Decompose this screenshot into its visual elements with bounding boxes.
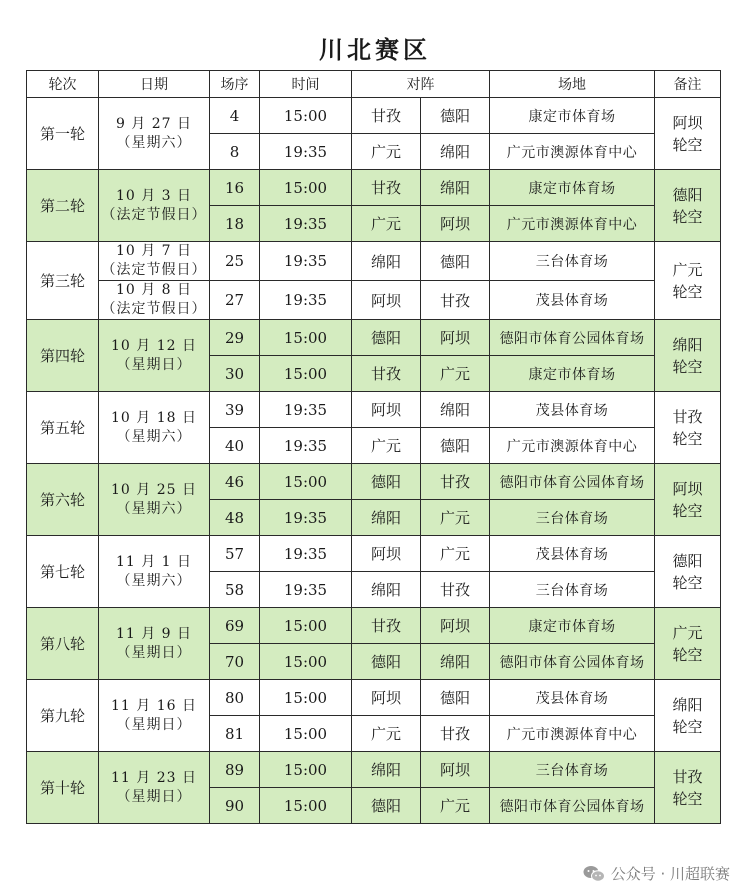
- table-row: [27, 281, 721, 320]
- date-cell-line: （星期日）: [116, 716, 192, 733]
- time-cell: 15:00: [260, 356, 352, 392]
- note-cell-line: 阿坝: [672, 113, 703, 132]
- match-no-cell: 48: [210, 500, 260, 536]
- match-no-cell: 80: [210, 680, 260, 716]
- home-team-cell: 绵阳: [352, 242, 421, 281]
- table-row: [27, 608, 721, 644]
- date-cell: [99, 752, 210, 824]
- date-cell: [99, 320, 210, 392]
- time-cell: 19:35: [260, 572, 352, 608]
- away-team-cell: 广元: [421, 356, 490, 392]
- date-cell-line: （星期六）: [116, 500, 192, 517]
- venue-cell: [490, 98, 655, 134]
- venue-text: 广元市澳源体育中心: [506, 726, 638, 743]
- wechat-icon: [583, 865, 605, 883]
- venue-text: 德阳市体育公园体育场: [499, 798, 645, 815]
- match-no-cell: 70: [210, 644, 260, 680]
- match-no-cell: 40: [210, 428, 260, 464]
- date-cell-line: （法定节假日）: [101, 301, 207, 317]
- match-no-cell: 27: [210, 281, 260, 320]
- date-cell-line: 10 月 3 日: [115, 187, 193, 204]
- time-cell: 19:35: [260, 242, 352, 281]
- away-team-cell: 绵阳: [421, 170, 490, 206]
- note-cell-line: 轮空: [672, 429, 703, 448]
- header-time: 时间: [260, 71, 352, 98]
- venue-cell: [490, 644, 655, 680]
- table-row: [27, 98, 721, 134]
- note-cell-line: 阿坝: [672, 479, 703, 498]
- venue-cell: [490, 788, 655, 824]
- venue-cell: [490, 428, 655, 464]
- venue-text: 三台体育场: [535, 582, 609, 599]
- time-cell: 15:00: [260, 788, 352, 824]
- venue-text: 广元市澳源体育中心: [506, 144, 638, 161]
- date-cell-line: 11 月 23 日: [111, 769, 197, 786]
- venue-cell: [490, 242, 655, 281]
- round-cell: 第三轮: [27, 242, 99, 320]
- date-cell: [99, 392, 210, 464]
- home-team-cell: 德阳: [352, 464, 421, 500]
- venue-cell: [490, 680, 655, 716]
- venue-cell: [490, 500, 655, 536]
- note-cell: [655, 242, 721, 320]
- date-cell-line: 10 月 18 日: [111, 409, 197, 426]
- time-cell: 15:00: [260, 644, 352, 680]
- home-team-cell: 绵阳: [352, 752, 421, 788]
- match-no-cell: 90: [210, 788, 260, 824]
- venue-text: 三台体育场: [535, 762, 609, 779]
- date-cell-line: 10 月 12 日: [111, 337, 197, 354]
- venue-cell: [490, 392, 655, 428]
- date-cell-line: 11 月 16 日: [111, 697, 197, 714]
- watermark-text: 公众号 · 川超联赛: [610, 865, 730, 883]
- note-cell-line: 绵阳: [672, 335, 703, 354]
- header-match-no: 场序: [210, 71, 260, 98]
- header-round: 轮次: [27, 71, 99, 98]
- venue-cell: [490, 716, 655, 752]
- page-title: 川北赛区: [319, 36, 431, 64]
- schedule-table: [26, 70, 721, 824]
- venue-cell: [490, 134, 655, 170]
- venue-text: 康定市体育场: [528, 180, 616, 197]
- home-team-cell: 绵阳: [352, 500, 421, 536]
- time-cell: 15:00: [260, 98, 352, 134]
- table-row: [27, 536, 721, 572]
- round-cell: 第七轮: [27, 536, 99, 608]
- table-row: [27, 392, 721, 428]
- home-team-cell: 绵阳: [352, 572, 421, 608]
- away-team-cell: 阿坝: [421, 752, 490, 788]
- date-cell-line: 10 月 7 日: [115, 243, 193, 259]
- date-cell-line: （星期六）: [116, 428, 192, 445]
- time-cell: 15:00: [260, 752, 352, 788]
- time-cell: 19:35: [260, 134, 352, 170]
- home-team-cell: 德阳: [352, 788, 421, 824]
- table-row: [27, 464, 721, 500]
- date-cell-line: （星期六）: [116, 134, 192, 151]
- away-team-cell: 德阳: [421, 680, 490, 716]
- round-cell: 第八轮: [27, 608, 99, 680]
- time-cell: 15:00: [260, 608, 352, 644]
- venue-cell: [490, 464, 655, 500]
- match-no-cell: 25: [210, 242, 260, 281]
- note-cell: [655, 680, 721, 752]
- away-team-cell: 德阳: [421, 428, 490, 464]
- time-cell: 19:35: [260, 206, 352, 242]
- home-team-cell: 阿坝: [352, 281, 421, 320]
- match-no-cell: 89: [210, 752, 260, 788]
- date-cell: [99, 464, 210, 536]
- match-no-cell: 8: [210, 134, 260, 170]
- note-cell: [655, 464, 721, 536]
- away-team-cell: 阿坝: [421, 206, 490, 242]
- note-cell: [655, 170, 721, 242]
- match-no-cell: 57: [210, 536, 260, 572]
- round-cell: 第十轮: [27, 752, 99, 824]
- date-cell-line: 11 月 1 日: [115, 553, 193, 570]
- note-cell: [655, 320, 721, 392]
- home-team-cell: 广元: [352, 428, 421, 464]
- home-team-cell: 甘孜: [352, 170, 421, 206]
- note-cell-line: 德阳: [672, 185, 703, 204]
- venue-cell: [490, 170, 655, 206]
- home-team-cell: 阿坝: [352, 392, 421, 428]
- note-cell-line: 轮空: [672, 357, 703, 376]
- time-cell: 15:00: [260, 464, 352, 500]
- note-cell-line: 轮空: [672, 282, 703, 301]
- note-cell-line: 轮空: [672, 573, 703, 592]
- venue-cell: [490, 320, 655, 356]
- round-cell: 第五轮: [27, 392, 99, 464]
- table-row: [27, 242, 721, 281]
- date-cell-line: （星期日）: [116, 788, 192, 805]
- venue-text: 康定市体育场: [528, 618, 616, 635]
- watermark: [583, 863, 730, 884]
- date-cell-line: （星期日）: [116, 356, 192, 373]
- round-cell: 第二轮: [27, 170, 99, 242]
- venue-text: 茂县体育场: [535, 402, 609, 419]
- note-cell-line: 轮空: [672, 207, 703, 226]
- venue-cell: [490, 206, 655, 242]
- venue-cell: [490, 281, 655, 320]
- match-no-cell: 81: [210, 716, 260, 752]
- table-row: [27, 170, 721, 206]
- header-venue: 场地: [490, 71, 655, 98]
- time-cell: 19:35: [260, 536, 352, 572]
- date-cell-line: 11 月 9 日: [115, 625, 193, 642]
- away-team-cell: 德阳: [421, 242, 490, 281]
- date-cell-line: （星期日）: [116, 644, 192, 661]
- date-cell-line: （法定节假日）: [101, 262, 207, 278]
- match-no-cell: 4: [210, 98, 260, 134]
- note-cell-line: 轮空: [672, 717, 703, 736]
- match-no-cell: 58: [210, 572, 260, 608]
- venue-text: 三台体育场: [535, 254, 609, 270]
- home-team-cell: 广元: [352, 206, 421, 242]
- venue-text: 三台体育场: [535, 510, 609, 527]
- round-cell: 第九轮: [27, 680, 99, 752]
- note-cell-line: 轮空: [672, 501, 703, 520]
- note-cell-line: 轮空: [672, 135, 703, 154]
- home-team-cell: 甘孜: [352, 98, 421, 134]
- date-cell-line: 9 月 27 日: [115, 115, 193, 132]
- match-no-cell: 16: [210, 170, 260, 206]
- venue-text: 德阳市体育公园体育场: [499, 654, 645, 671]
- date-cell-line: （法定节假日）: [101, 206, 207, 223]
- venue-text: 德阳市体育公园体育场: [499, 330, 645, 347]
- note-cell-line: 甘孜: [672, 767, 703, 786]
- away-team-cell: 广元: [421, 788, 490, 824]
- header-matchup: 对阵: [352, 71, 490, 98]
- venue-text: 茂县体育场: [535, 546, 609, 563]
- time-cell: 15:00: [260, 716, 352, 752]
- time-cell: 19:35: [260, 500, 352, 536]
- match-no-cell: 29: [210, 320, 260, 356]
- time-cell: 15:00: [260, 170, 352, 206]
- date-cell: [99, 281, 210, 320]
- date-cell: [99, 242, 210, 281]
- note-cell: [655, 608, 721, 680]
- note-cell-line: 轮空: [672, 789, 703, 808]
- note-cell: [655, 536, 721, 608]
- away-team-cell: 绵阳: [421, 134, 490, 170]
- date-cell: [99, 536, 210, 608]
- time-cell: 19:35: [260, 428, 352, 464]
- venue-cell: [490, 752, 655, 788]
- date-cell: [99, 98, 210, 170]
- away-team-cell: 绵阳: [421, 644, 490, 680]
- header-note: 备注: [655, 71, 721, 98]
- note-cell-line: 德阳: [672, 551, 703, 570]
- away-team-cell: 绵阳: [421, 392, 490, 428]
- venue-text: 茂县体育场: [535, 690, 609, 707]
- away-team-cell: 甘孜: [421, 572, 490, 608]
- note-cell-line: 甘孜: [672, 407, 703, 426]
- home-team-cell: 甘孜: [352, 608, 421, 644]
- time-cell: 15:00: [260, 320, 352, 356]
- round-cell: 第一轮: [27, 98, 99, 170]
- away-team-cell: 甘孜: [421, 281, 490, 320]
- away-team-cell: 甘孜: [421, 716, 490, 752]
- note-cell: [655, 392, 721, 464]
- date-cell-line: 10 月 25 日: [111, 481, 197, 498]
- venue-text: 康定市体育场: [528, 366, 616, 383]
- time-cell: 19:35: [260, 281, 352, 320]
- away-team-cell: 广元: [421, 536, 490, 572]
- date-cell: [99, 170, 210, 242]
- venue-cell: [490, 356, 655, 392]
- venue-cell: [490, 572, 655, 608]
- away-team-cell: 甘孜: [421, 464, 490, 500]
- date-cell: [99, 608, 210, 680]
- time-cell: 19:35: [260, 392, 352, 428]
- round-cell: 第六轮: [27, 464, 99, 536]
- venue-text: 茂县体育场: [535, 293, 609, 309]
- date-cell: [99, 680, 210, 752]
- away-team-cell: 广元: [421, 500, 490, 536]
- table-row: [27, 680, 721, 716]
- home-team-cell: 广元: [352, 134, 421, 170]
- venue-text: 广元市澳源体育中心: [506, 438, 638, 455]
- note-cell-line: 轮空: [672, 645, 703, 664]
- time-cell: 15:00: [260, 680, 352, 716]
- away-team-cell: 德阳: [421, 98, 490, 134]
- date-cell-line: 10 月 8 日: [115, 282, 193, 298]
- note-cell: [655, 98, 721, 170]
- table-row: [27, 752, 721, 788]
- home-team-cell: 甘孜: [352, 356, 421, 392]
- home-team-cell: 广元: [352, 716, 421, 752]
- venue-text: 广元市澳源体育中心: [506, 216, 638, 233]
- match-no-cell: 46: [210, 464, 260, 500]
- venue-cell: [490, 536, 655, 572]
- match-no-cell: 39: [210, 392, 260, 428]
- home-team-cell: 阿坝: [352, 536, 421, 572]
- table-row: [27, 320, 721, 356]
- header-date: 日期: [99, 71, 210, 98]
- away-team-cell: 阿坝: [421, 608, 490, 644]
- note-cell: [655, 752, 721, 824]
- home-team-cell: 阿坝: [352, 680, 421, 716]
- note-cell-line: 广元: [672, 623, 703, 642]
- venue-text: 德阳市体育公园体育场: [499, 474, 645, 491]
- venue-cell: [490, 608, 655, 644]
- note-cell-line: 绵阳: [672, 695, 703, 714]
- note-cell-line: 广元: [672, 260, 703, 279]
- header-row: [27, 71, 721, 98]
- match-no-cell: 30: [210, 356, 260, 392]
- match-no-cell: 18: [210, 206, 260, 242]
- venue-text: 康定市体育场: [528, 108, 616, 125]
- home-team-cell: 德阳: [352, 644, 421, 680]
- home-team-cell: 德阳: [352, 320, 421, 356]
- round-cell: 第四轮: [27, 320, 99, 392]
- away-team-cell: 阿坝: [421, 320, 490, 356]
- date-cell-line: （星期六）: [116, 572, 192, 589]
- match-no-cell: 69: [210, 608, 260, 644]
